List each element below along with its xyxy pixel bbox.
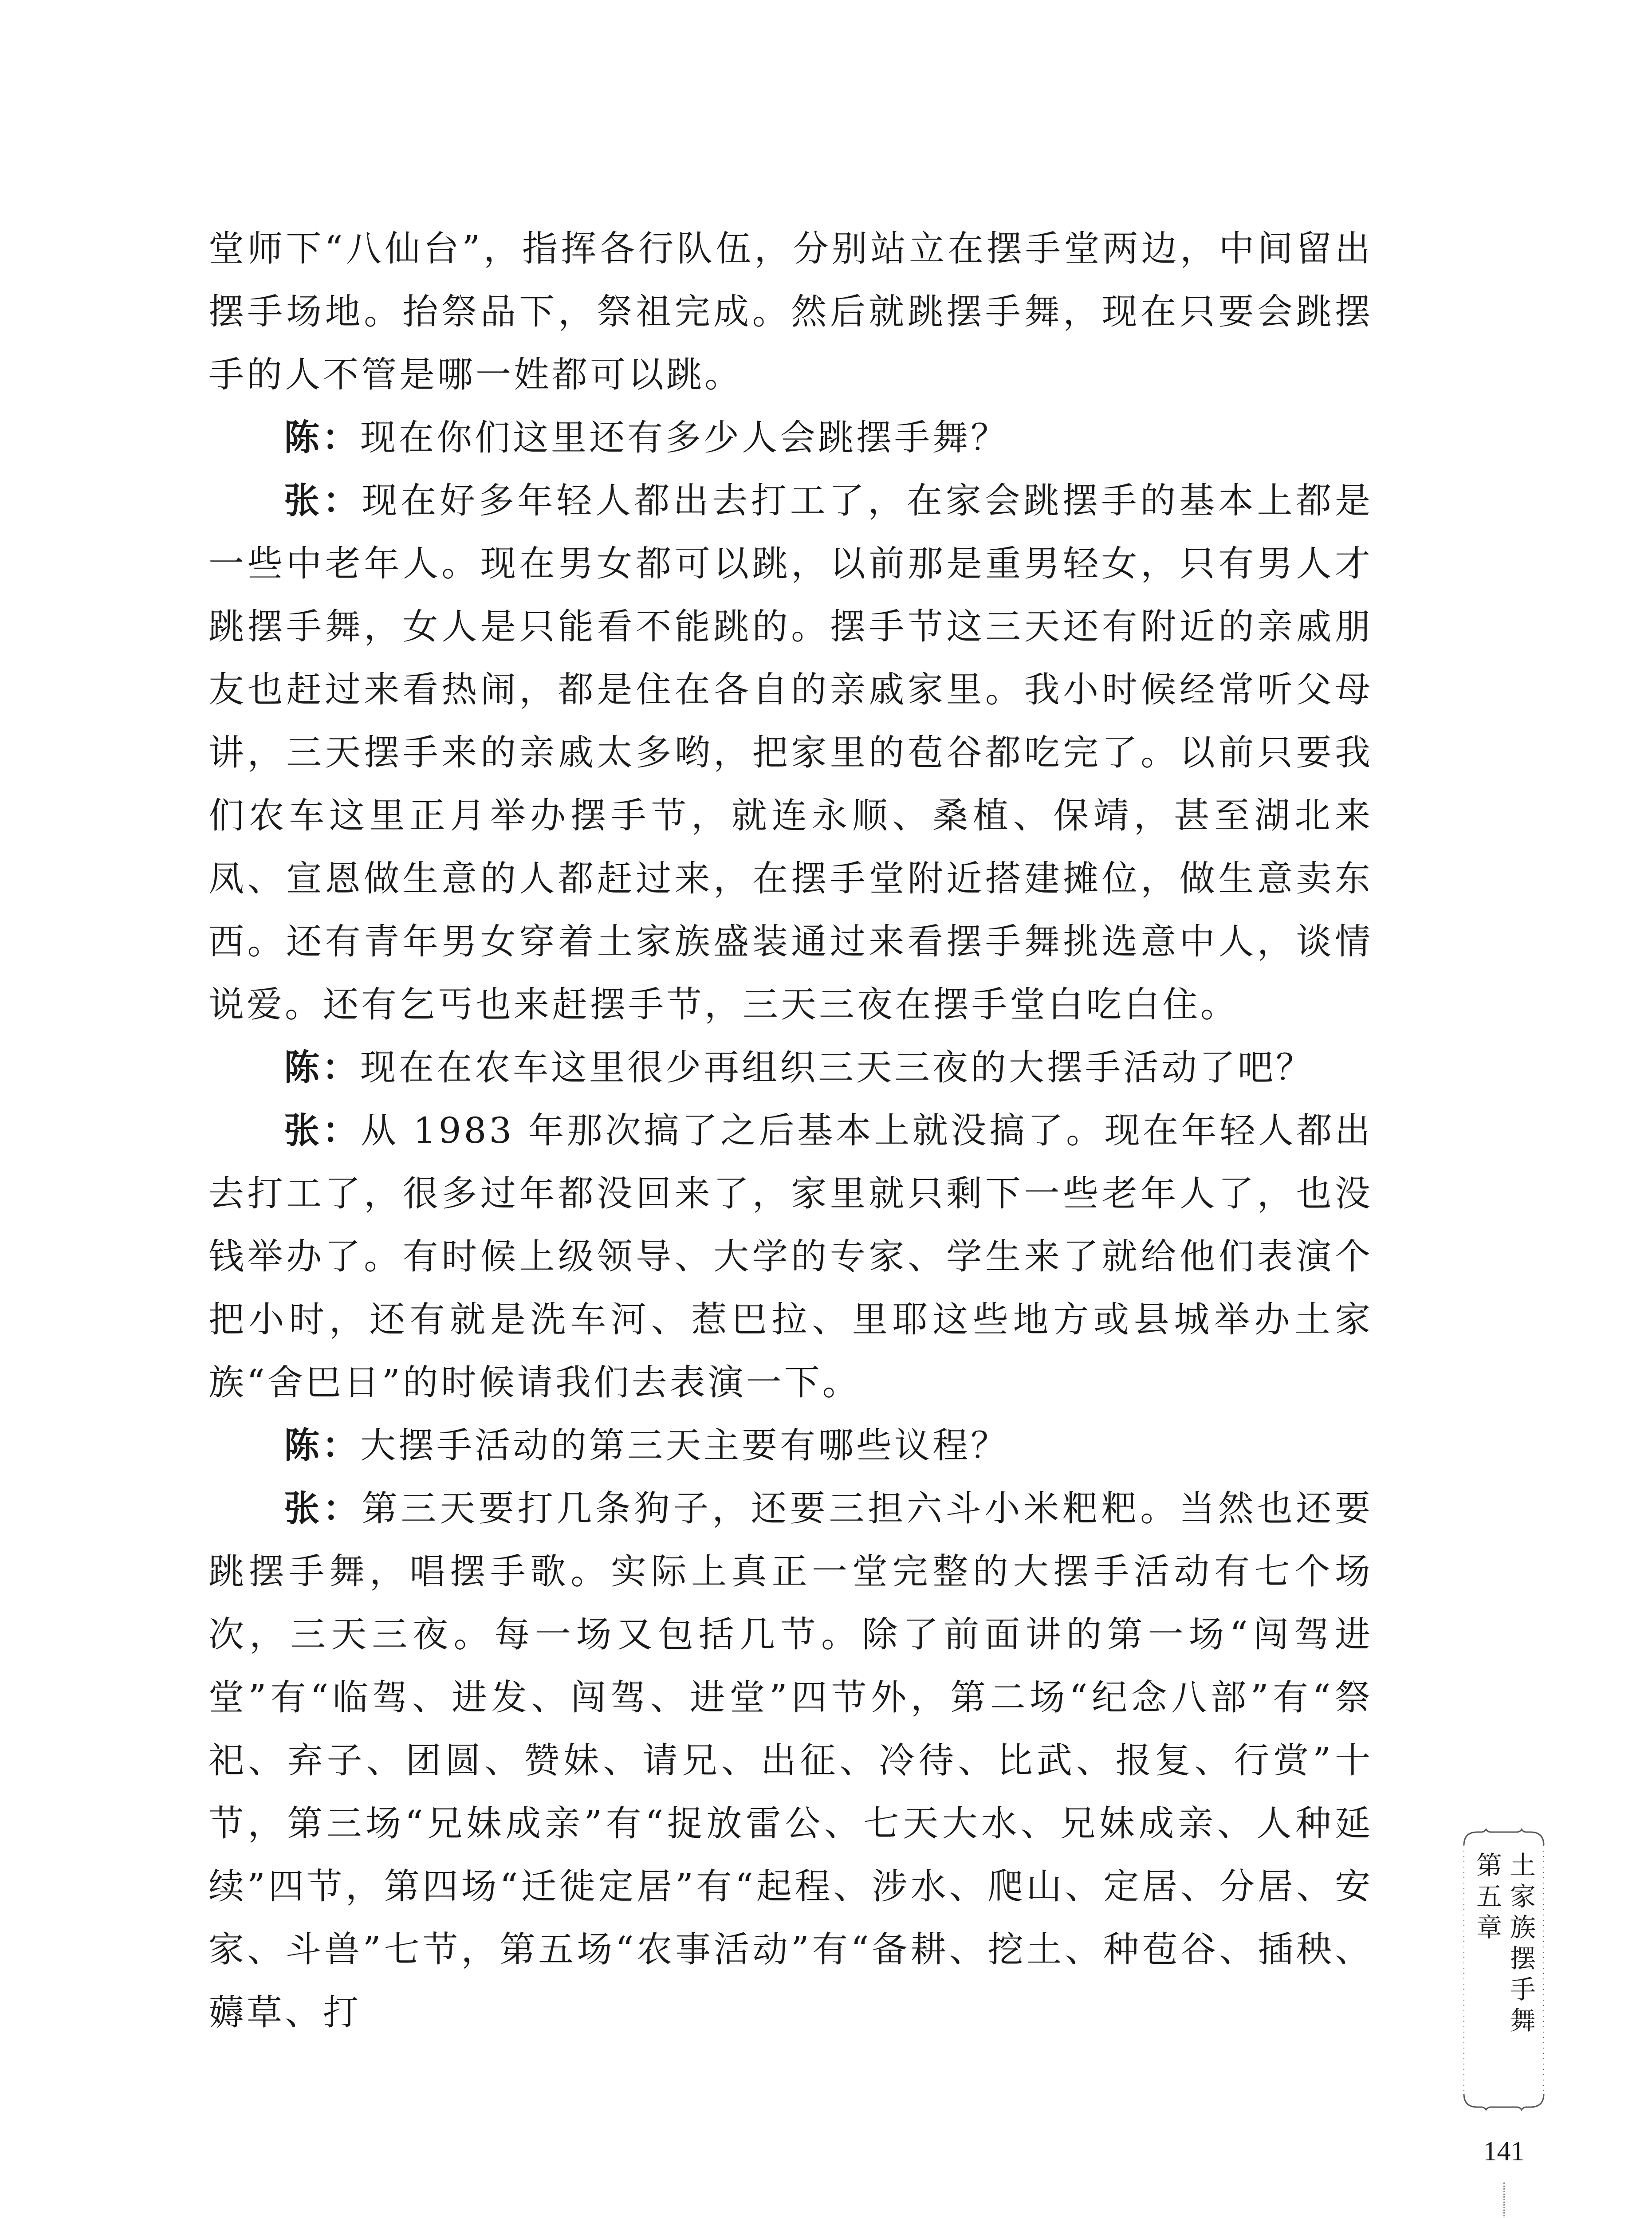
paragraph bbox=[208, 469, 1373, 1036]
page-body bbox=[208, 217, 1373, 2044]
paragraph-text: 现在你们这里还有多少人会跳摆手舞？ bbox=[360, 417, 1009, 458]
chapter-title: 土家族摆手舞 bbox=[1510, 1850, 1536, 2036]
chapter-side-marker bbox=[1455, 1828, 1553, 2112]
paragraph bbox=[208, 1099, 1373, 1414]
paragraph bbox=[208, 1036, 1373, 1099]
speaker-label: 张： bbox=[284, 1110, 361, 1151]
page-number-rule bbox=[1503, 2183, 1505, 2218]
paragraph-text: 从 1983 年那次搞了之后基本上就没搞了。现在年轻人都出去打工了，很多过年都没回来了，家里就只剩下一些老年人了，也没钱举办了。有时候上级领导、大学的专家、学生来了就给他们表演个把小时，还有就是洗车河、惹巴拉、里耶这些地方或县城举办土家族“舍巴日”的时候请我们去表演一下。 bbox=[208, 1110, 1373, 1403]
paragraph-text: 现在在农车这里很少再组织三天三夜的大摆手活动了吧？ bbox=[360, 1047, 1314, 1088]
paragraph bbox=[208, 1477, 1373, 2044]
speaker-label: 张： bbox=[284, 1488, 362, 1529]
paragraph-text: 大摆手活动的第三天主要有哪些议程？ bbox=[360, 1425, 1009, 1466]
paragraph-text: 第三天要打几条狗子，还要三担六斗小米粑粑。当然也还要跳摆手舞，唱摆手歌。实际上真正一堂完整的大摆手活动有七个场次，三天三夜。每一场又包括几节。除了前面讲的第一场“闯驾进堂”有“临驾、进发、闯驾、进堂”四节外，第二场“纪念八部”有“祭祀、弃子、团圆、赞妹、请兄、出征、冷待、比武、报复、行赏”十节，第三场“兄妹成亲”有“捉放雷公、七天大水、兄妹成亲、人种延续”四节，第四场“迁徙定居”有“起程、涉水、爬山、定居、分居、安家、斗兽”七节，第五场“农事活动”有“备耕、挖土、种苞谷、插秧、薅草、打 bbox=[208, 1488, 1373, 2033]
speaker-label: 陈： bbox=[284, 417, 360, 458]
chapter-label: 第五章 bbox=[1476, 1850, 1502, 1943]
speaker-label: 陈： bbox=[284, 1425, 360, 1466]
paragraph bbox=[208, 406, 1373, 469]
speaker-label: 陈： bbox=[284, 1047, 360, 1088]
paragraph bbox=[208, 217, 1373, 406]
paragraph bbox=[208, 1414, 1373, 1477]
paragraph-text: 现在好多年轻人都出去打工了，在家会跳摆手的基本上都是一些中老年人。现在男女都可以跳，以前那是重男轻女，只有男人才跳摆手舞，女人是只能看不能跳的。摆手节这三天还有附近的亲戚朋友也赶过来看热闹，都是住在各自的亲戚家里。我小时候经常听父母讲，三天摆手来的亲戚太多哟，把家里的苞谷都吃完了。以前只要我们农车这里正月举办摆手节，就连永顺、桑植、保靖，甚至湖北来凤、宣恩做生意的人都赶过来，在摆手堂附近搭建摊位，做生意卖东西。还有青年男女穿着土家族盛装通过来看摆手舞挑选意中人，谈情说爱。还有乞丐也来赶摆手节，三天三夜在摆手堂白吃白住。 bbox=[208, 480, 1373, 1025]
paragraph-text: 堂师下“八仙台”，指挥各行队伍，分别站立在摆手堂两边，中间留出摆手场地。抬祭品下，祭祖完成。然后就跳摆手舞，现在只要会跳摆手的人不管是哪一姓都可以跳。 bbox=[208, 228, 1373, 395]
speaker-label: 张： bbox=[284, 480, 362, 521]
page-number: 141 bbox=[1483, 2136, 1525, 2167]
